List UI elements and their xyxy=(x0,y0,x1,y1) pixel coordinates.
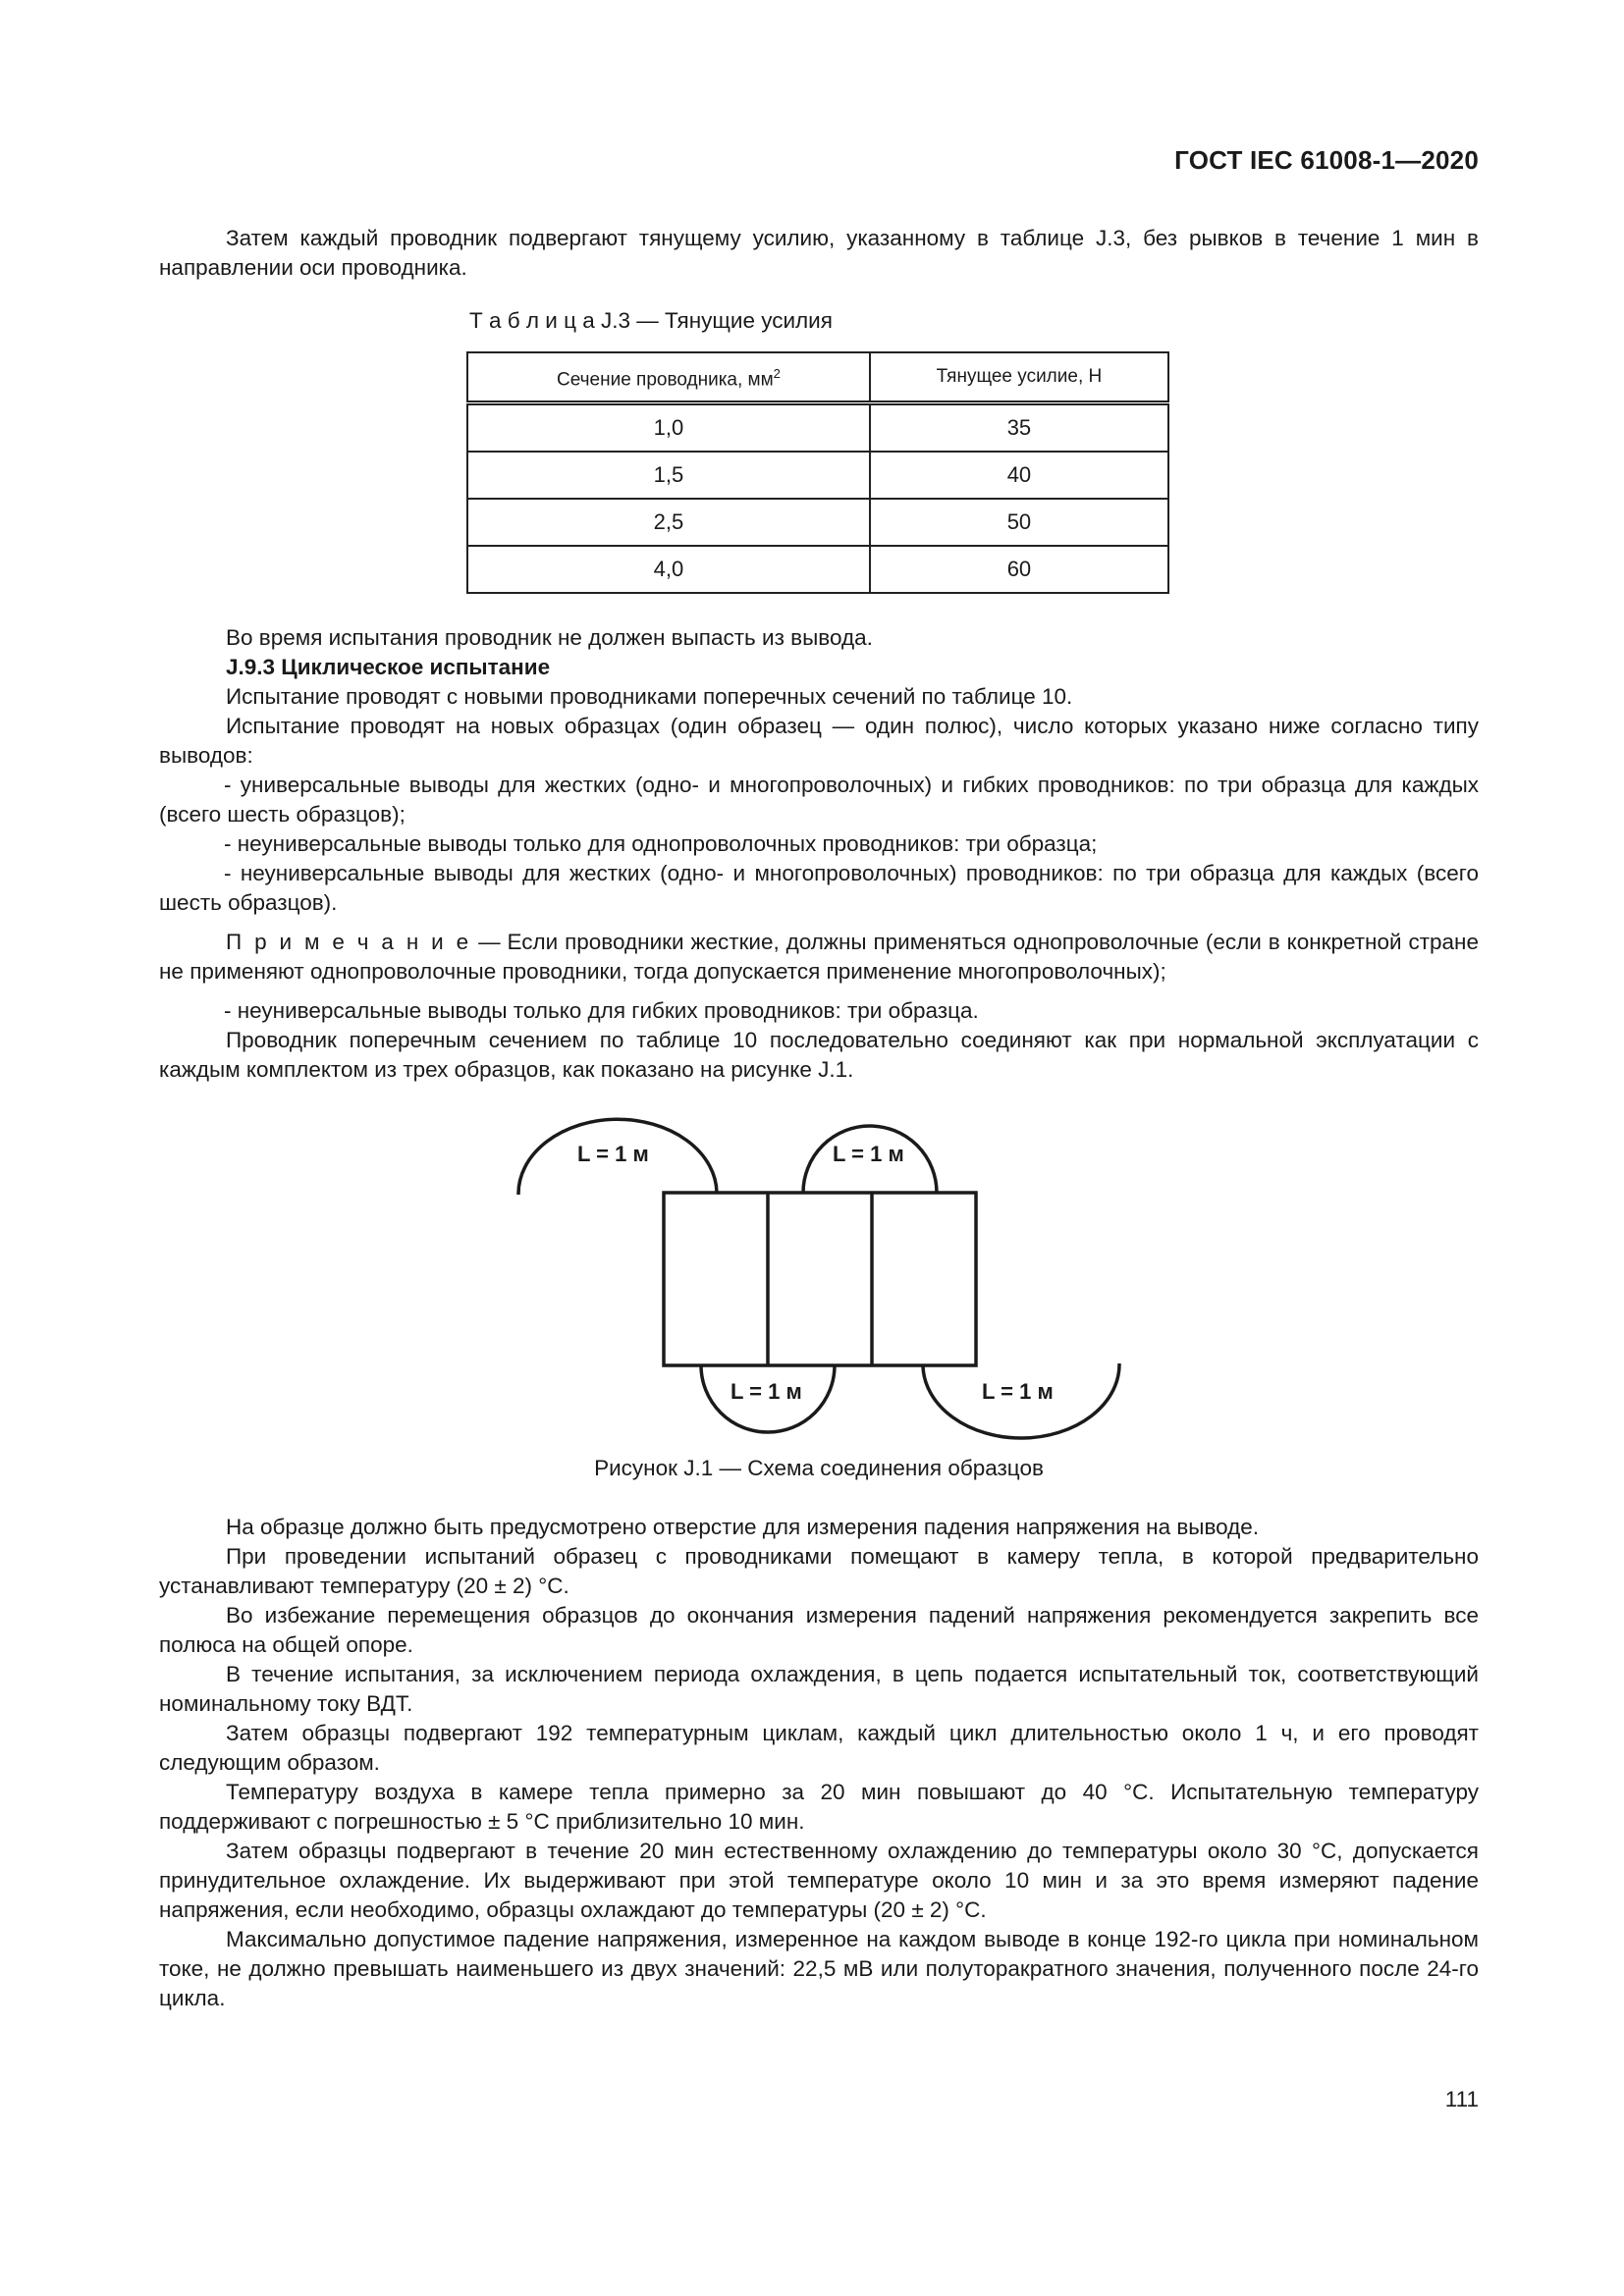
table-row xyxy=(467,403,1168,453)
paragraph: При проведении испытаний образец с проводниками помещают в камеру тепла, в которой предварительно устанавливают температуру (20 ± 2) °С. xyxy=(159,1544,1479,1598)
table-header-cell: Сечение проводника, $мм^2$ xyxy=(467,352,870,403)
table-cell: 35 xyxy=(870,403,1168,453)
paragraph: Проводник поперечным сечением по таблице 10 последовательно соединяют как при нормальной эксплуатации с каждым комплектом из трех образцов, как показано на рисунке J.1. xyxy=(159,1028,1479,1082)
table-cell: 40 xyxy=(870,452,1168,499)
list-item: - неуниверсальные выводы только для однопроволочных проводников: три образца; xyxy=(224,831,1098,856)
paragraph: Затем образцы подвергают 192 температурным циклам, каждый цикл длительностью около 1 ч, и его проводят следующим образом. xyxy=(159,1721,1479,1775)
connection-diagram xyxy=(159,1114,1479,1454)
table-cell: 4,0 xyxy=(467,546,870,593)
paragraph: Температуру воздуха в камере тепла примерно за 20 мин повышают до 40 °С. Испытательную температуру поддерживают с погрешностью ± 5 °С приблизительно 10 мин. xyxy=(159,1780,1479,1834)
loop-length-label: L = 1 м xyxy=(577,1142,649,1166)
table-caption-prefix: Т а б л и ц а xyxy=(469,308,595,333)
table-cell: 60 xyxy=(870,546,1168,593)
page-number: 111 xyxy=(1444,2087,1479,2111)
table-cell: 1,0 xyxy=(467,403,870,453)
samples-block xyxy=(664,1193,976,1365)
paragraph: Испытание проводят с новыми проводниками поперечных сечений по таблице 10. xyxy=(226,684,1073,709)
note-label: П р и м е ч а н и е xyxy=(226,930,472,954)
table-row xyxy=(467,452,1168,499)
loop-length-label: L = 1 м xyxy=(833,1142,904,1166)
note xyxy=(159,928,1479,987)
paragraph: В течение испытания, за исключением периода охлаждения, в цепь подается испытательный ток, соответствующий номинальному току ВДТ. xyxy=(159,1662,1479,1716)
table-header-cell: Тянущее усилие, Н xyxy=(870,352,1168,403)
list-item: - неуниверсальные выводы только для гибких проводников: три образца. xyxy=(224,998,979,1023)
paragraph: Испытание проводят на новых образцах (один образец — один полюс), число которых указано ниже согласно типу выводов: xyxy=(159,714,1479,768)
paragraph: На образце должно быть предусмотрено отверстие для измерения падения напряжения на выводе. xyxy=(226,1515,1260,1539)
note-text: — Если проводники жесткие, должны применяться однопроволочные (если в конкретной стране не применяют однопроволочные проводники, тогда допускается применение многопроволочных); xyxy=(159,930,1479,984)
table-cell: 50 xyxy=(870,499,1168,546)
paragraph: Затем каждый проводник подвергают тянущему усилию, указанному в таблице J.3, без рывков в течение 1 мин в направлении оси проводника. xyxy=(159,226,1479,280)
loop-length-label: L = 1 м xyxy=(982,1379,1054,1404)
figure-caption: Рисунок J.1 — Схема соединения образцов xyxy=(594,1456,1044,1480)
page-content xyxy=(159,224,1479,2013)
document-code: ГОСТ IEC 61008-1—2020 xyxy=(1174,145,1479,175)
table-caption-title: J.3 — Тянущие усилия xyxy=(601,308,833,333)
section-heading: J.9.3 Циклическое испытание xyxy=(226,655,551,679)
paragraph: Максимально допустимое падение напряжения, измеренное на каждом выводе в конце 192-го цикла при номинальном токе, не должно превышать наименьшего из двух значений: 22,5 мВ или полуторакратного значения, полученного после 24-го цикла. xyxy=(159,1927,1479,2010)
list-item: - универсальные выводы для жестких (одно- и многопроволочных) и гибких проводников: по три образца для каждых (всего шесть образцов); xyxy=(159,773,1479,827)
loop-length-label: L = 1 м xyxy=(731,1379,802,1404)
paragraph: Во избежание перемещения образцов до окончания измерения падений напряжения рекомендуется закрепить все полюса на общей опоре. xyxy=(159,1603,1479,1657)
figure-connection-scheme xyxy=(159,1114,1479,1454)
table-header-row xyxy=(467,352,1168,403)
table-cell: 1,5 xyxy=(467,452,870,499)
table-row xyxy=(467,499,1168,546)
paragraph: Во время испытания проводник не должен выпасть из вывода. xyxy=(226,625,873,650)
pull-force-table xyxy=(466,351,1169,594)
paragraph: Затем образцы подвергают в течение 20 мин естественному охлаждению до температуры около 30 °С, допускается принудительное охлаждение. Их выдерживают при этой температуре около 10 мин и за это время измеряют падение напряжения, если необходимо, образцы охлаждают до температуры (20 ± 2) °С. xyxy=(159,1839,1479,1922)
table-cell: 2,5 xyxy=(467,499,870,546)
table-row xyxy=(467,546,1168,593)
list-item: - неуниверсальные выводы для жестких (одно- и многопроволочных) проводников: по три образца для каждых (всего шесть образцов). xyxy=(159,861,1479,915)
table-caption xyxy=(159,306,1479,336)
